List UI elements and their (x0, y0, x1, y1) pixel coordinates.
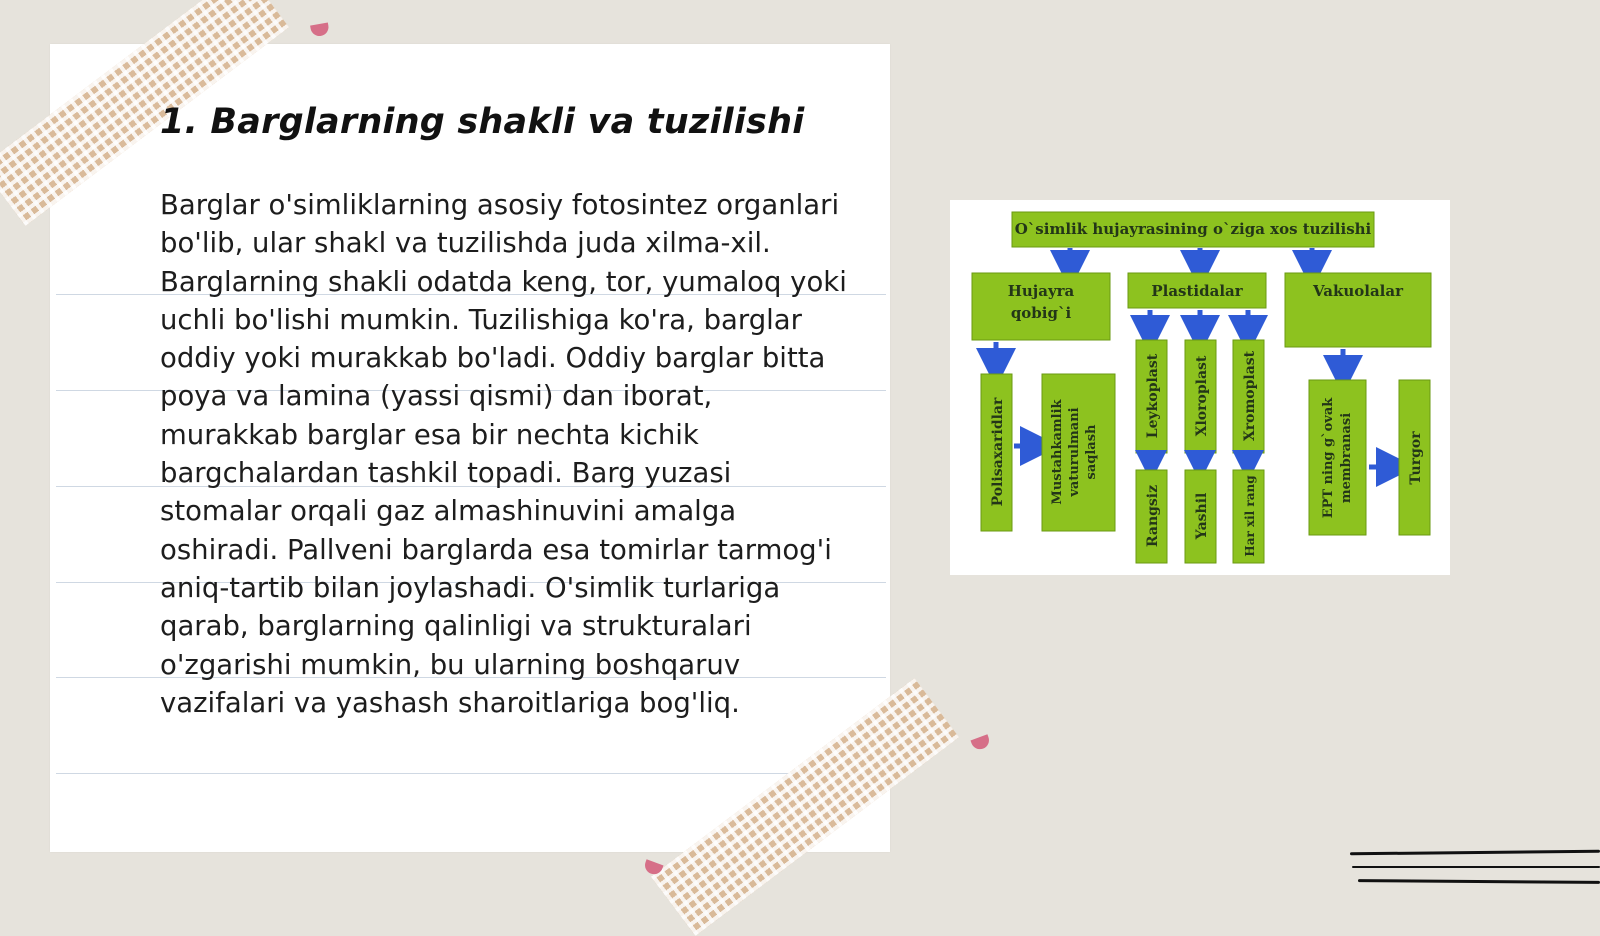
ruled-line (56, 773, 886, 774)
har-xil-rang-label: Har xil rang (1243, 475, 1257, 557)
page-title: 1. Barglarning shakli va tuzilishi (160, 102, 805, 142)
xromoplast-label: Xromoplast (1242, 350, 1258, 442)
leykoplast-label: Leykoplast (1145, 353, 1161, 439)
plant-cell-diagram (950, 200, 1450, 575)
hujayra-label-1: Hujayra (1007, 282, 1075, 300)
decorative-stroke (1350, 850, 1600, 856)
decorative-stroke (1358, 879, 1600, 884)
ept-label-1: EPT ning g`ovak (1321, 397, 1336, 519)
turgor-label: Turgor (1408, 431, 1424, 485)
body-paragraph: Barglar o'simliklarning asosiy fotosintez organlari bo'lib, ular shakl va tuzilishda juda xilma-xil. Barglarning shakli odatda keng, tor, yumaloq yoki uchli bo'lishi mumkin. Tuzilishiga ko'ra, barglar oddiy yoki murakkab bo'ladi. Oddiy barglar bitta poya va lamina (yassi qismi) dan iborat, murakkab barglar esa bir nechta kichik bargchalardan tashkil topadi. Barg yuzasi stomalar orqali gaz almashinuvini amalga oshiradi. Pallveni barglarda esa tomirlar tarmog'i aniq-tartib bilan joylashadi. O'simlik turlariga qarab, barglarning qalinligi va strukturalari o'zgarishi mumkin, bu ularning boshqaruv vazifalari va yashash sharoitlariga bog'liq. (160, 189, 847, 719)
yashil-label: Yashil (1194, 492, 1210, 540)
ept-label-2: membranasi (1339, 412, 1354, 504)
vakuolalar-label: Vakuolalar (1312, 282, 1404, 300)
pin-decoration (310, 23, 330, 38)
plastidalar-label: Plastidalar (1151, 282, 1243, 300)
polisaxaridlar-label: Polisaxaridlar (990, 397, 1006, 507)
mustahkamlik-label-1: Mustahkamlik (1050, 399, 1065, 505)
decorative-stroke (1352, 866, 1600, 868)
mustahkamlik-label-3: saqlash (1084, 424, 1099, 480)
diagram-svg (950, 200, 1450, 575)
rangsiz-label: Rangsiz (1145, 484, 1161, 548)
pin-decoration (970, 734, 991, 751)
xloroplast-label: Xloroplast (1194, 355, 1210, 437)
diagram-title: O`simlik hujayrasining o`ziga xos tuzilishi (1014, 220, 1372, 238)
mustahkamlik-label-2: vaturulmani (1067, 407, 1082, 497)
hujayra-label-2: qobig`i (1010, 304, 1072, 322)
ept-box (1309, 380, 1366, 535)
